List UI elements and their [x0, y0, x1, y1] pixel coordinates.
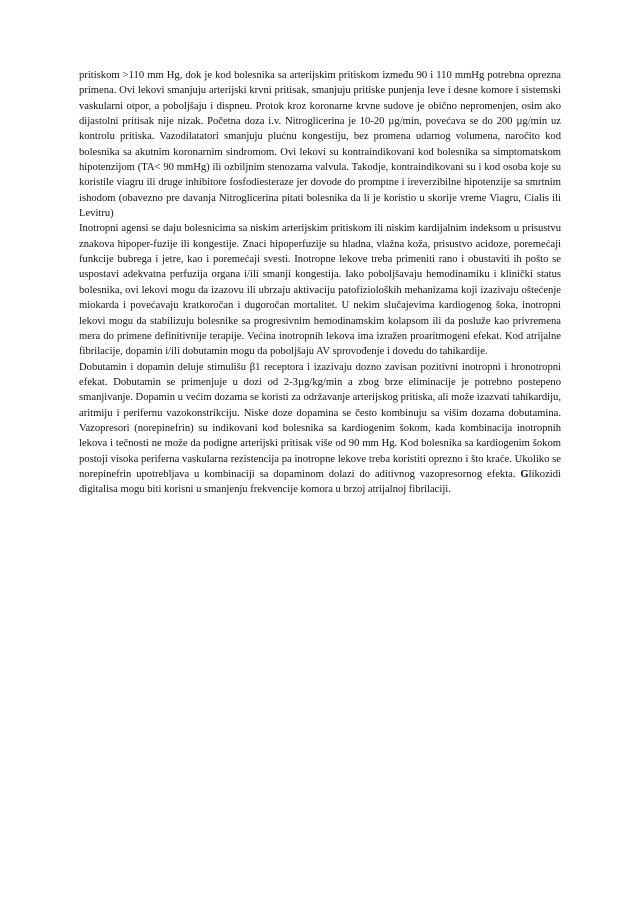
paragraph-dobutamine-dopamine: [79, 360, 561, 498]
glycosides-text: likozidi digitalisa mogu biti korisni u smanjenju frekvencije komora u brzoj atrijalnoj fibrilaciji.: [79, 468, 561, 496]
document-page: [79, 68, 561, 498]
paragraph-nitroglycerin: pritiskom >110 mm Hg, dok je kod bolesnika sa arterijskim pritiskom između 90 i 110 mmHg potrebna oprezna primena. Ovi lekovi smanjuju arterijski krvni pritisak, smanjuju pritiske punjenja leve i desne komore i sistemski vaskularni otpor, a poboljšaju i dispneu. Protok kroz koronarne krvne sudove je obično nepromenjen, osim ako dijastolni pritisak nije nizak. Početna doza i.v. Nitroglicerina je 10-20 µg/min, povećava se do 200 µg/min uz kontrolu pritiska. Vazodilatatori smanjuju plućnu kongestiju, bez promena udarnog volumena, naročito kod bolesnika sa akutnim koronarnim sindromom. Ovi lekovi su kontraindikovani kod bolesnika sa simptomatskom hipotenzijom (TA< 90 mmHg) ili ozbiljnim stenozama valvula. Takodje, kontraindikovani su i kod osoba koje su koristile viagru ili druge inhibitore fosfodiesteraze jer dovode do promptne i ireverzibilne hipotenzije sa smrtnim ishodom (obavezno pre davanja Nitroglicerina pitati bolesnika da li je koristio u skorije vreme Viagru, Cialis ili Levitru): [79, 70, 561, 220]
paragraph-dobutamine-text: Dobutamin i dopamin deluje stimulišu β1 receptora i izazivaju dozno zavisan pozitivni inotropni i hronotropni efekat. Dobutamin se primenjuje u dozi od 2-3µg/kg/min a zbog brze eliminacije je potrebno postepeno smanjivanje. Dopamin u većim dozama se koristi za održavanje arterijskog pritiska, ali može izazvati tahikardiju, aritmiju i perifernu vazokonstrikciju. Niske doze dopamina se često kombinuju sa višim dozama dobutamina. Vazopresori (norepinefrin) su indikovani kod bolesnika sa kardiogenim šokom, kada kombinacija inotropnih lekova i tečnosti ne može da podigne arterijski pritisak više od 90 mm Hg. Kod bolesnika sa kardiogenim šokom postoji visoka periferna vaskularna rezistencija pa inotropne lekove treba koristiti oprezno i što kraće. Ukoliko se norepinefrin upotrebljava u kombinaciji sa dopaminom dolazi do aditivnog vazopresornog efekta.: [79, 361, 561, 480]
paragraph-inotropic-agents: Inotropni agensi se daju bolesnicima sa niskim arterijskim pritiskom ili niskim kardijalnim indeksom u prisustvu znakova hipoper-fuzije ili kongestije. Znaci hipoperfuzije su hladna, vlažna koža, prisustvo acidoze, poremećaji funkcije bubrega i jetre, kao i poremećaji svesti. Inotropne lekove treba primeniti rano i obustaviti ih pošto se uspostavi adekvatna perfuzija organa i/ili smanji kongestija. Iako poboljšavaju hemodinamiku i klinički status bolesnika, ovi lekovi mogu da izazovu ili ubrzaju aktivaciju patofizioloških mehanizama koji izazivaju oštećenje miokarda i povećavaju kratkoročan i dugoročan mortalitet. U nekim slučajevima kardiogenog šoka, inotropni lekovi mogu da stabilizuju bolesnike sa progresivnim hemodinamskim kolapsom ili da posluže kao privremena mera do primene definitivnije terapije. Većina inotropnih lekova ima izražen proaritmogeni efekat. Kod atrijalne fibrilacije, dopamin i/ili dobutamin mogu da poboljšaju AV sprovođenje i dovedu do tahikardije.: [79, 223, 561, 358]
glycosides-initial-bold: G: [520, 468, 529, 480]
